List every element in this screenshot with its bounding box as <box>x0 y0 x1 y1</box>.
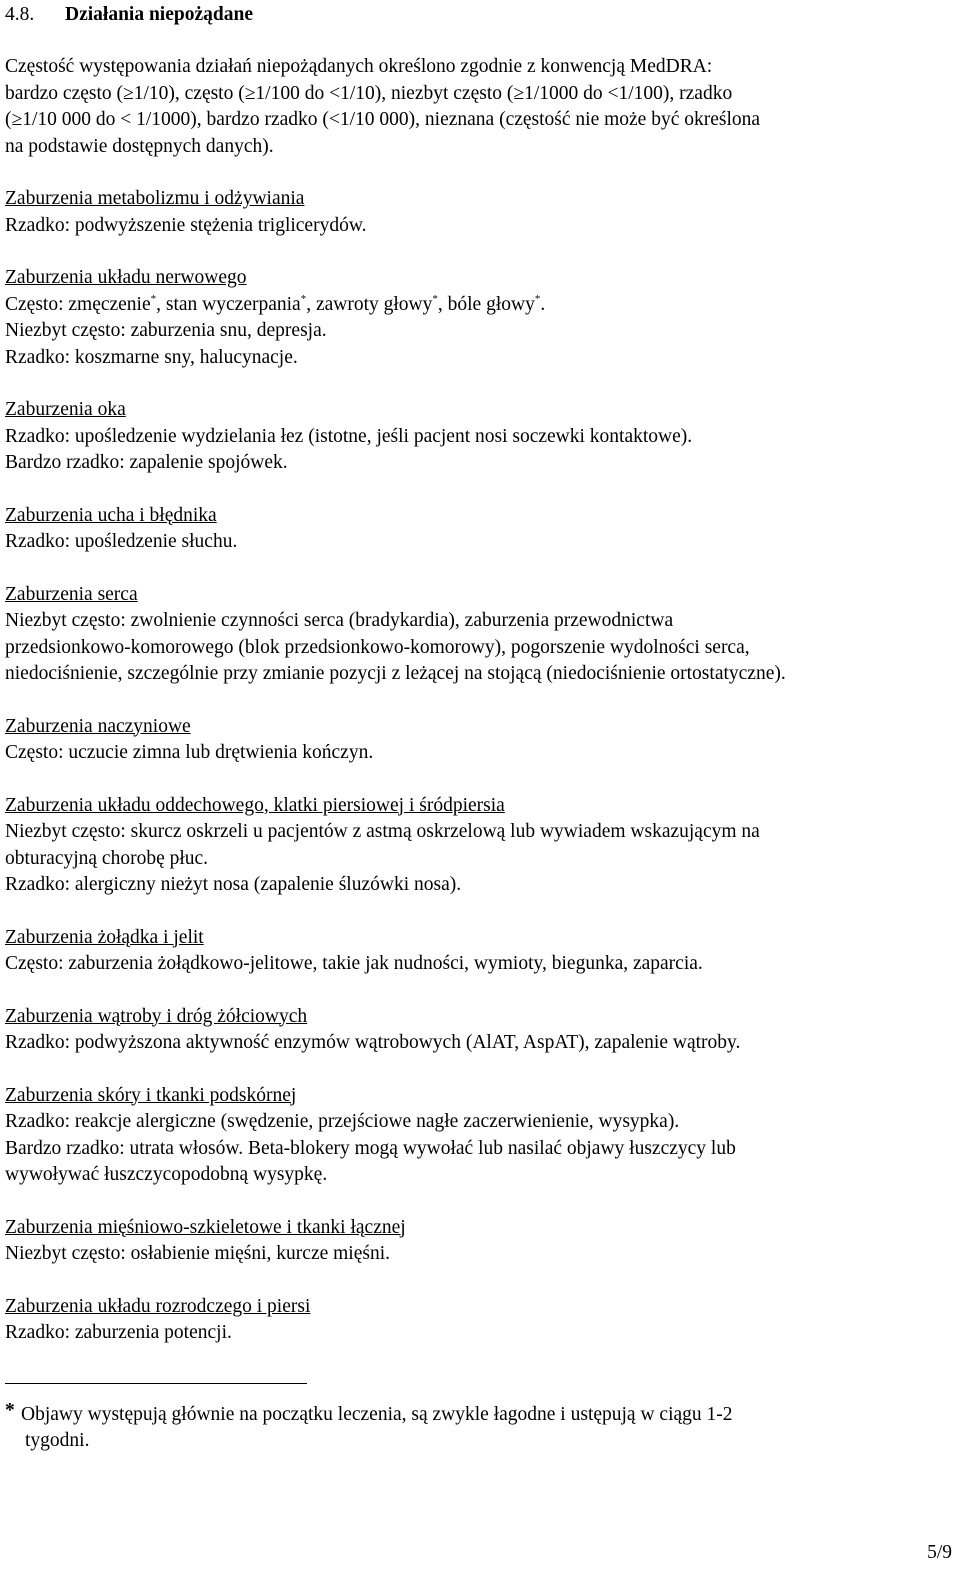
soc-line: Rzadko: koszmarne sny, halucynacje. <box>5 346 298 368</box>
soc-line: Często: zaburzenia żołądkowo-jelitowe, takie jak nudności, wymioty, biegunka, zaparcia. <box>5 953 703 974</box>
soc-line: obturacyjną chorobę płuc. <box>5 847 209 869</box>
soc-line: Rzadko: upośledzenie wydzielania łez (istotne, jeśli pacjent nosi soczewki kontaktowe). <box>5 425 693 447</box>
soc-line: Rzadko: podwyższenie stężenia triglicerydów. <box>5 214 367 236</box>
section-heading <box>5 2 940 28</box>
soc-title: Zaburzenia układu nerwowego <box>5 267 247 288</box>
soc-title: Zaburzenia oka <box>5 399 126 420</box>
soc-line: Rzadko: podwyższona aktywność enzymów wątrobowych (AlAT, AspAT), zapalenie wątroby. <box>5 1032 741 1053</box>
soc-line: niedociśnienie, szczególnie przy zmianie pozycji z leżącej na stojącą (niedociśnienie ortostatyczne). <box>5 663 786 684</box>
intro-line: Częstość występowania działań niepożądanych określono zgodnie z konwencją MedDRA: <box>5 56 713 77</box>
soc-title: Zaburzenia mięśniowo-szkieletowe i tkanki łącznej <box>5 1216 406 1238</box>
page-number: 5/9 <box>927 1542 952 1563</box>
intro-paragraph <box>5 54 940 160</box>
soc-title: Zaburzenia naczyniowe <box>5 715 191 737</box>
footnote <box>5 1398 940 1455</box>
soc-title: Zaburzenia metabolizmu i odżywiania <box>5 188 305 209</box>
text-fragment: Często: zmęczenie <box>5 293 151 315</box>
text-fragment: , bóle głowy <box>437 293 535 315</box>
soc-title: Zaburzenia wątroby i dróg żółciowych <box>5 1005 308 1027</box>
text-fragment: , zawroty głowy <box>306 293 433 315</box>
soc-line: Niezbyt często: zwolnienie czynności serca (bradykardia), zaburzenia przewodnictwa <box>5 610 674 631</box>
soc-section <box>5 582 940 688</box>
soc-line: przedsionkowo-komorowego (blok przedsionkowo-komorowy), pogorszenie wydolności serca, <box>5 636 750 658</box>
soc-section <box>5 265 940 371</box>
soc-section <box>5 397 940 477</box>
soc-section <box>5 1215 940 1268</box>
footnote-marker: * <box>432 292 438 305</box>
soc-line: wywoływać łuszczycopodobną wysypkę. <box>5 1164 328 1185</box>
soc-section <box>5 925 940 978</box>
soc-line: Często: uczucie zimna lub drętwienia kończyn. <box>5 742 374 763</box>
soc-line: Rzadko: alergiczny nieżyt nosa (zapalenie śluzówki nosa). <box>5 874 462 895</box>
soc-section <box>5 1294 940 1347</box>
soc-line: Rzadko: zaburzenia potencji. <box>5 1322 232 1343</box>
soc-section <box>5 186 940 239</box>
soc-title: Zaburzenia ucha i błędnika <box>5 504 217 526</box>
soc-title: Zaburzenia układu rozrodczego i piersi <box>5 1295 311 1317</box>
soc-line: Rzadko: reakcje alergiczne (swędzenie, przejściowe nagłe zaczerwienienie, wysypka). <box>5 1111 680 1132</box>
footnote-marker: * <box>300 292 307 305</box>
footnote-line: tygodni. <box>25 1430 90 1451</box>
soc-section <box>5 503 940 556</box>
footnote-star: * <box>5 1399 15 1421</box>
soc-line: Bardzo rzadko: zapalenie spojówek. <box>5 452 288 473</box>
text-fragment: , stan wyczerpania <box>156 293 301 315</box>
intro-line: (≥1/10 000 do < 1/1000), bardzo rzadko (<1/10 000), nieznana (częstość nie może być określona <box>5 109 761 130</box>
footnote-text: Objawy występują głównie na początku leczenia, są zwykle łagodne i ustępują w ciągu 1-2 <box>21 1403 733 1425</box>
soc-section <box>5 1083 940 1189</box>
soc-title: Zaburzenia serca <box>5 583 138 605</box>
soc-line <box>5 292 940 319</box>
soc-title: Zaburzenia układu oddechowego, klatki piersiowej i śródpiersia <box>5 794 505 816</box>
footnote-divider <box>5 1383 307 1384</box>
soc-line: Niezbyt często: skurcz oskrzeli u pacjentów z astmą oskrzelową lub wywiadem wskazującym na <box>5 821 760 842</box>
soc-title: Zaburzenia skóry i tkanki podskórnej <box>5 1084 297 1106</box>
intro-line: na podstawie dostępnych danych). <box>5 135 274 157</box>
intro-line: bardzo często (≥1/10), często (≥1/100 do <1/10), niezbyt często (≥1/1000 do <1/100), rzadko <box>5 82 733 104</box>
soc-section <box>5 714 940 767</box>
section-title: Działania niepożądane <box>65 4 253 25</box>
footnote-marker: * <box>150 292 157 305</box>
section-number: 4.8. <box>5 4 35 25</box>
text-fragment: . <box>540 293 546 315</box>
soc-title: Zaburzenia żołądka i jelit <box>5 926 204 948</box>
soc-line: Niezbyt często: osłabienie mięśni, kurcze mięśni. <box>5 1243 391 1264</box>
soc-section <box>5 1004 940 1057</box>
footnote-marker: * <box>534 292 541 305</box>
soc-section <box>5 793 940 899</box>
soc-line: Rzadko: upośledzenie słuchu. <box>5 531 238 552</box>
footnote-line <box>5 1398 940 1429</box>
soc-line: Bardzo rzadko: utrata włosów. Beta-blokery mogą wywołać lub nasilać objawy łuszczycy lub <box>5 1137 736 1159</box>
soc-line: Niezbyt często: zaburzenia snu, depresja. <box>5 320 327 341</box>
document-page <box>5 0 940 1455</box>
